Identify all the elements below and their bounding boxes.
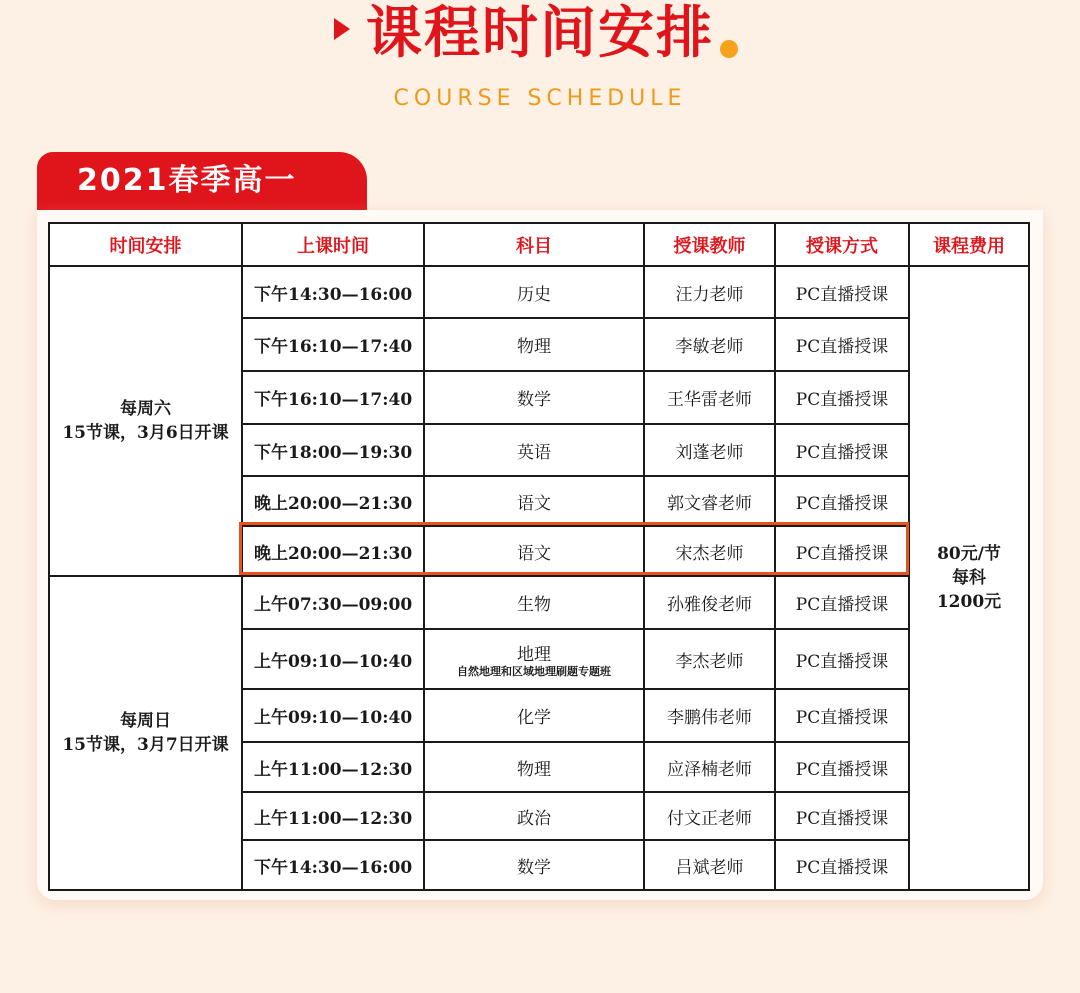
- class-time-cell: 下午18:00—19:30: [242, 424, 424, 476]
- class-time-cell: 下午14:30—16:00: [242, 266, 424, 318]
- play-arrow-icon: [334, 18, 350, 40]
- teacher-cell: 汪力老师: [644, 266, 775, 318]
- table-header-row: [49, 223, 1029, 266]
- mode-cell: PC直播授课: [775, 266, 909, 318]
- class-time-cell: 下午14:30—16:00: [242, 840, 424, 890]
- schedule-table: [48, 222, 1030, 891]
- mode-cell: PC直播授课: [775, 576, 909, 629]
- tab-2021-spring-grade1: 2021春季高一: [37, 152, 367, 210]
- teacher-cell: 王华雷老师: [644, 371, 775, 424]
- mode-cell: PC直播授课: [775, 424, 909, 476]
- subject-cell: 英语: [424, 424, 644, 476]
- mode-cell: PC直播授课: [775, 476, 909, 526]
- subject-cell: 物理: [424, 318, 644, 371]
- class-time-cell: 上午09:10—10:40: [242, 629, 424, 689]
- column-header-fee: 课程费用: [909, 223, 1029, 266]
- fee-per-lesson: 80元/节: [937, 544, 1001, 564]
- subject-cell: 语文: [424, 476, 644, 526]
- page-subtitle: COURSE SCHEDULE: [393, 86, 687, 111]
- subject-cell: 数学: [424, 840, 644, 890]
- class-time-cell: 上午11:00—12:30: [242, 742, 424, 792]
- class-time-cell: 上午11:00—12:30: [242, 792, 424, 840]
- subject-cell: 数学: [424, 371, 644, 424]
- mode-cell: PC直播授课: [775, 792, 909, 840]
- group-info-label: 15节课，3月6日开课: [62, 423, 229, 443]
- mode-cell: PC直播授课: [775, 371, 909, 424]
- title-wrap: [366, 2, 714, 66]
- mode-cell: PC直播授课: [775, 629, 909, 689]
- class-time-cell: 晚上20:00—21:30: [242, 526, 424, 576]
- subject-cell: 物理: [424, 742, 644, 792]
- column-header-teacher: 授课教师: [644, 223, 775, 266]
- teacher-cell: 李杰老师: [644, 629, 775, 689]
- mode-cell: PC直播授课: [775, 318, 909, 371]
- group-info-label: 15节课，3月7日开课: [62, 735, 229, 755]
- subject-note: 自然地理和区域地理刷题专题班: [457, 665, 611, 678]
- fee-total: 1200元: [936, 592, 1002, 612]
- teacher-cell: 李敏老师: [644, 318, 775, 371]
- teacher-cell: 应泽楠老师: [644, 742, 775, 792]
- subject-cell: 化学: [424, 689, 644, 742]
- mode-cell: PC直播授课: [775, 742, 909, 792]
- class-time-cell: 上午07:30—09:00: [242, 576, 424, 629]
- class-time-cell: 下午16:10—17:40: [242, 371, 424, 424]
- teacher-cell: 李鹏伟老师: [644, 689, 775, 742]
- subject-cell: [424, 629, 644, 689]
- column-header-subject: 科目: [424, 223, 644, 266]
- mode-cell: PC直播授课: [775, 526, 909, 576]
- fee-per-subject-label: 每科: [952, 568, 986, 588]
- group-day-label: 每周日: [120, 711, 171, 731]
- group-day-label: 每周六: [120, 399, 171, 419]
- dot-icon: [720, 40, 738, 58]
- fee-cell: [909, 266, 1029, 890]
- class-time-cell: 晚上20:00—21:30: [242, 476, 424, 526]
- table-row: [49, 266, 1029, 318]
- subject-cell: 政治: [424, 792, 644, 840]
- teacher-cell: 付文正老师: [644, 792, 775, 840]
- group-cell-saturday: [49, 266, 242, 576]
- column-header-class-time: 上课时间: [242, 223, 424, 266]
- subject-name: 地理: [517, 645, 551, 665]
- teacher-cell: 吕斌老师: [644, 840, 775, 890]
- class-time-cell: 下午16:10—17:40: [242, 318, 424, 371]
- mode-cell: PC直播授课: [775, 689, 909, 742]
- column-header-mode: 授课方式: [775, 223, 909, 266]
- teacher-cell: 孙雅俊老师: [644, 576, 775, 629]
- subject-cell: 生物: [424, 576, 644, 629]
- class-time-cell: 上午09:10—10:40: [242, 689, 424, 742]
- subject-cell: 语文: [424, 526, 644, 576]
- column-header-schedule: 时间安排: [49, 223, 242, 266]
- page-title-area: [0, 2, 1080, 72]
- mode-cell: PC直播授课: [775, 840, 909, 890]
- table-row: [49, 576, 1029, 629]
- teacher-cell: 刘蓬老师: [644, 424, 775, 476]
- subject-cell: 历史: [424, 266, 644, 318]
- group-cell-sunday: [49, 576, 242, 890]
- page-title: 课程时间安排: [366, 1, 714, 66]
- teacher-cell: 郭文睿老师: [644, 476, 775, 526]
- teacher-cell: 宋杰老师: [644, 526, 775, 576]
